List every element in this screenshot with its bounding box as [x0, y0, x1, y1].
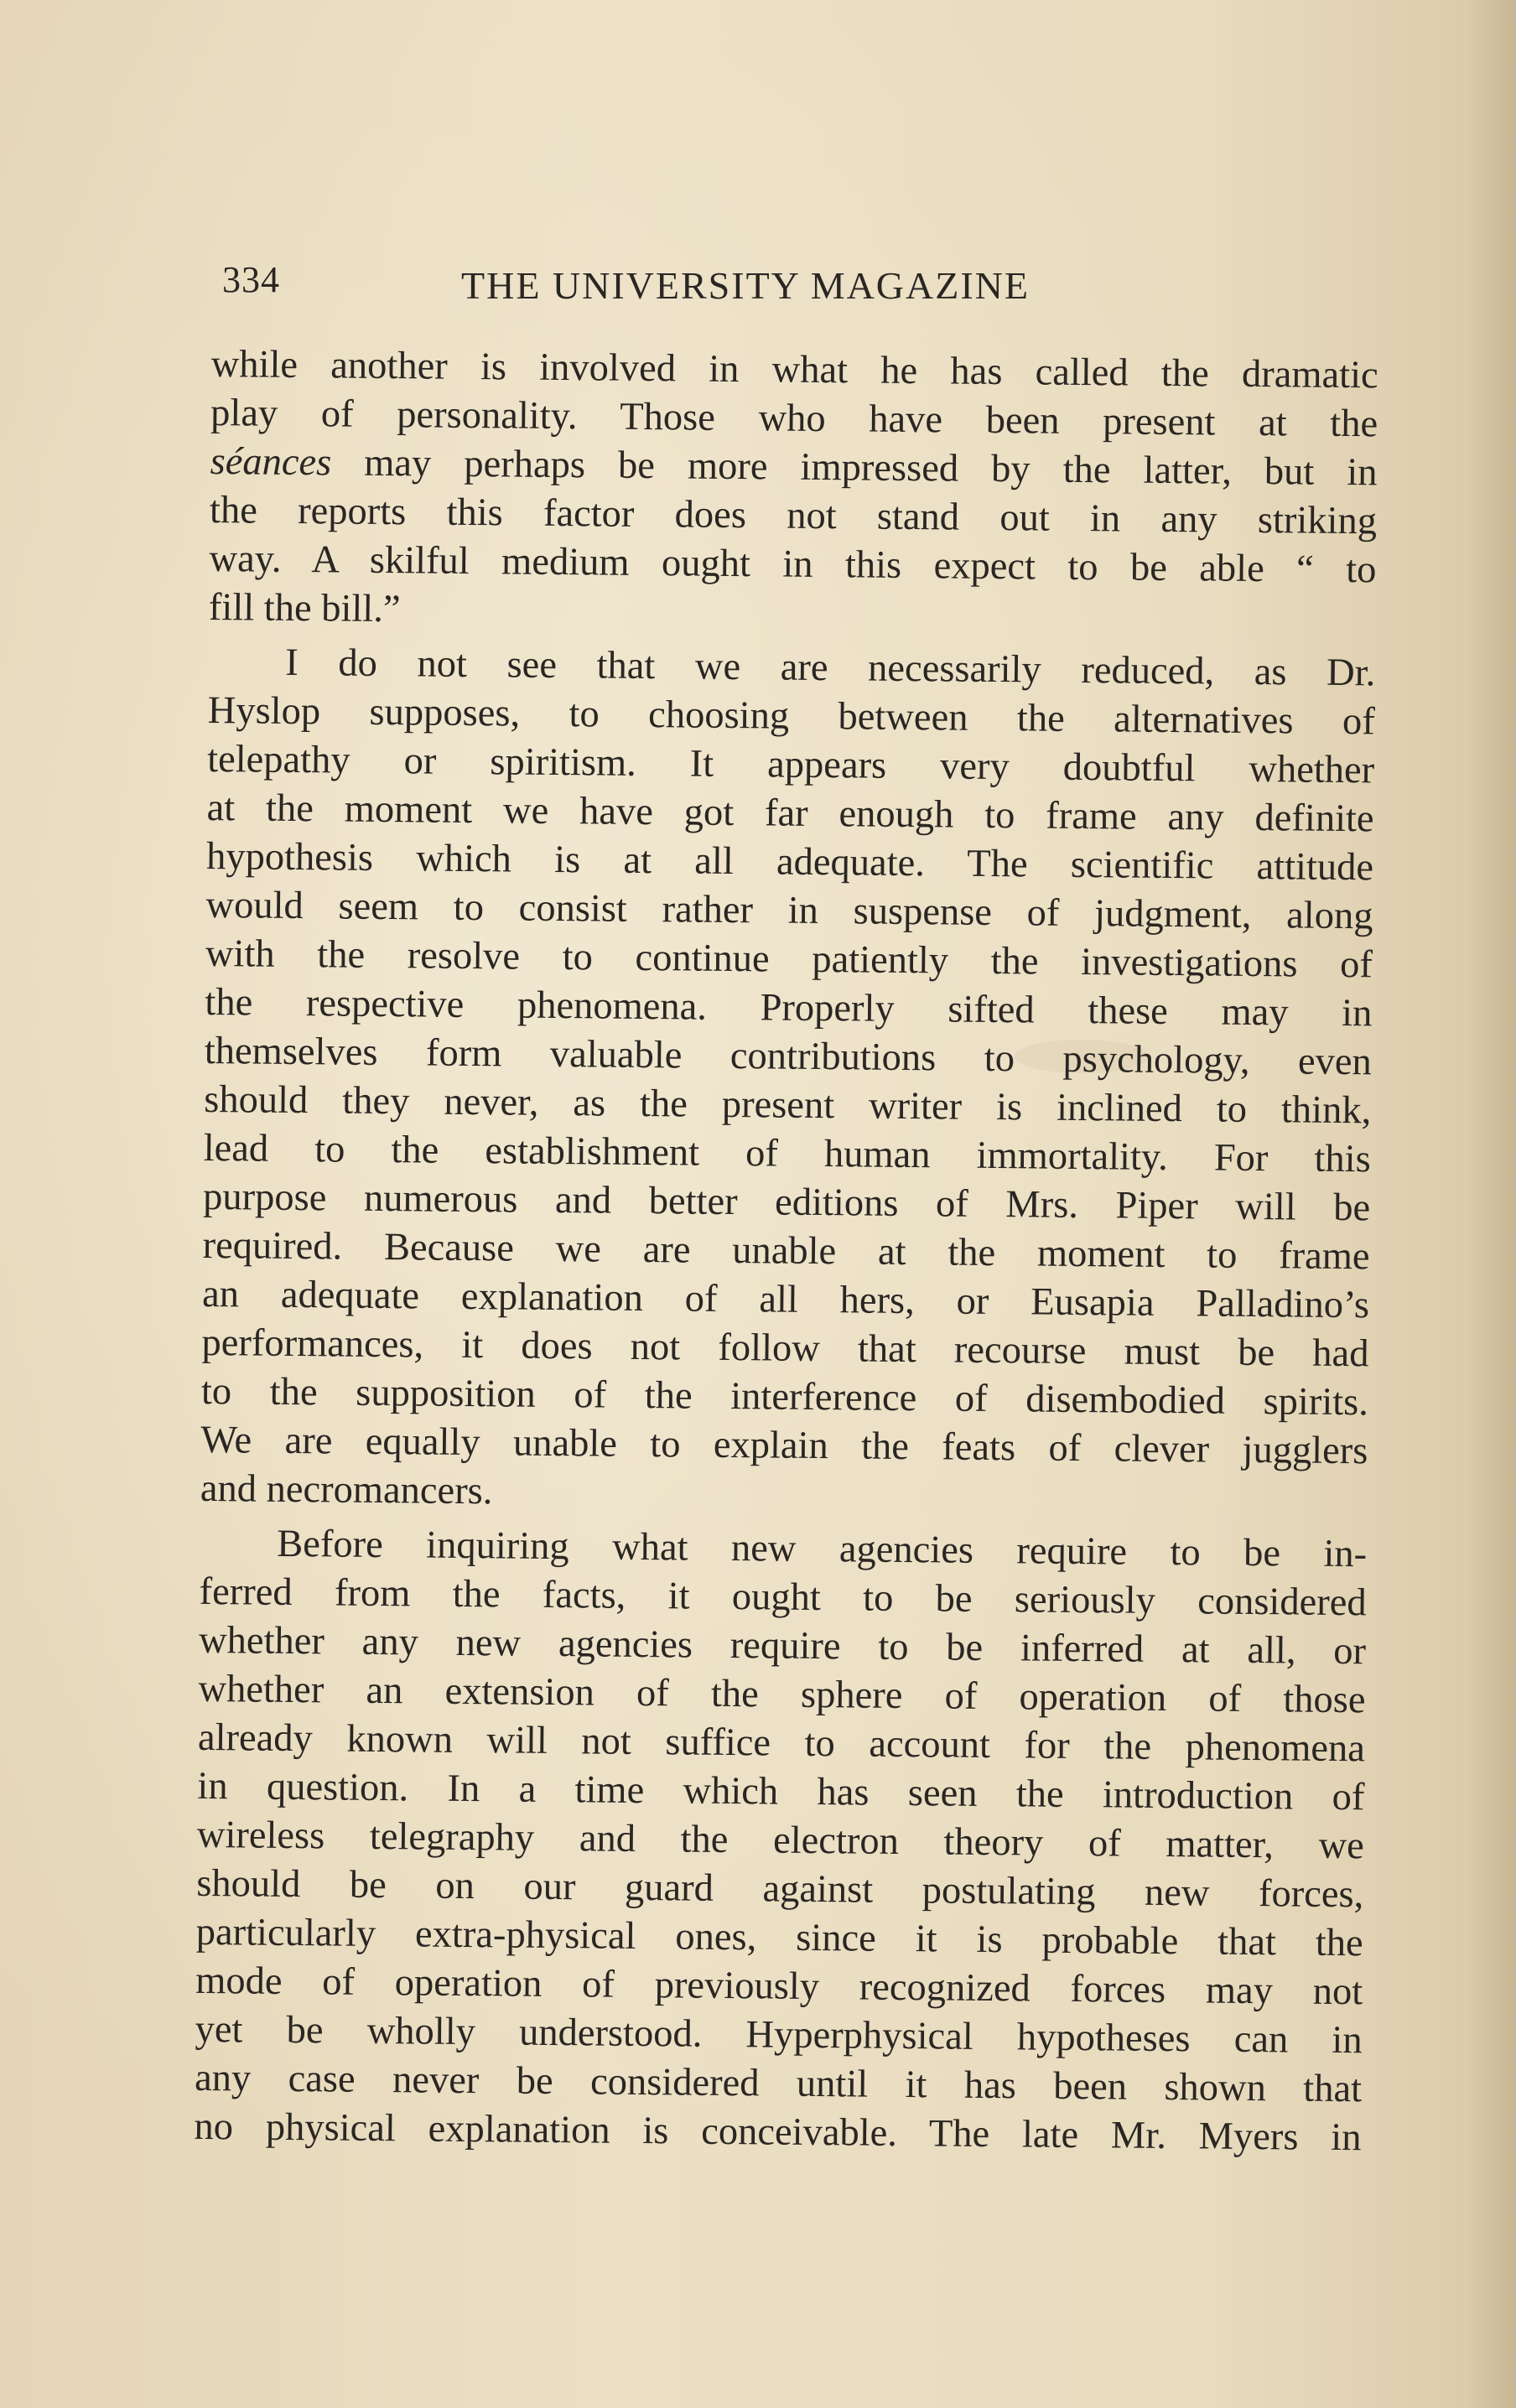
text-line: purpose numerous and better editions of Mrs. Piper will be	[202, 1175, 1371, 1230]
text-line: I do not see that we are necessarily reduced, as Dr.	[285, 641, 1376, 695]
text-line: Hyslop supposes, to choosing between the alternatives of	[207, 688, 1375, 744]
text-line: required. Because we are unable at the moment to frame	[202, 1223, 1370, 1279]
text-line: at the moment we have got far enough to frame any definite	[206, 786, 1374, 841]
text-line: the respective phenomena. Properly sifted these may in	[205, 980, 1373, 1035]
text-line: wireless telegraphy and the electron theory of matter, we	[196, 1813, 1365, 1868]
text-line: should they never, as the present writer is inclined to think,	[204, 1077, 1372, 1133]
body-text	[194, 340, 1377, 2162]
text-line: yet be wholly understood. Hyperphysical hypotheses can in	[195, 2007, 1363, 2063]
text-line: performances, it does not follow that recourse must be had	[201, 1321, 1369, 1376]
text-line: lead to the establishment of human immortality. For this	[203, 1126, 1371, 1181]
text-line: themselves form valuable contributions to psychology, even	[204, 1029, 1373, 1084]
text-line: whether an extension of the sphere of operation of those	[198, 1667, 1366, 1722]
text-line: and necromancers.	[200, 1466, 493, 1513]
text-line: an adequate explanation of all hers, or Eusapia Palladino’s	[201, 1272, 1370, 1327]
text-line: way. A skilful medium ought in this expect to be able “ to	[209, 537, 1377, 592]
page-number: 334	[222, 259, 280, 300]
text-line: hypothesis which is at all adequate. The scientific attitude	[205, 834, 1374, 890]
text-line: telepathy or spiritism. It appears very doubtful whether	[206, 737, 1375, 792]
text-line: in question. In a time which has seen the introduction of	[197, 1764, 1365, 1819]
text-line: while another is involved in what he has called the dramatic	[210, 342, 1378, 397]
text-line: séances may perhaps be more impressed by the latter, but in	[210, 439, 1378, 495]
page-header	[222, 258, 1119, 317]
running-head: THE UNIVERSITY MAGAZINE	[461, 264, 1030, 307]
text-line: ferred from the facts, it ought to be seriously considered	[199, 1570, 1367, 1625]
text-line: whether any new agencies require to be inferred at all, or	[198, 1618, 1367, 1674]
text-line: no physical explanation is conceivable. The late Mr. Myers in	[194, 2104, 1362, 2160]
text-line: fill the bill.”	[208, 585, 401, 631]
text-line: particularly extra-physical ones, since it is probable that the	[195, 1910, 1363, 1965]
text-line: already known will not suffice to account for the phenomena	[197, 1715, 1366, 1771]
page-edge-shadow	[1466, 0, 1516, 2408]
text-line: any case never be considered until it has been shown that	[194, 2056, 1363, 2111]
text-line: Before inquiring what new agencies require to be in-	[276, 1522, 1368, 1576]
text-line: to the supposition of the interference of disembodied spirits.	[200, 1369, 1369, 1425]
text-line: with the resolve to continue patiently the investigations of	[205, 932, 1373, 987]
text-line: play of personality. Those who have been present at the	[210, 391, 1378, 446]
text-line: mode of operation of previously recognized forces may not	[195, 1959, 1363, 2014]
text-line: We are equally unable to explain the feats of clever jugglers	[200, 1418, 1368, 1473]
text-line: the reports this factor does not stand out in any striking	[209, 488, 1378, 543]
text-line: should be on our guard against postulating new forces,	[196, 1861, 1364, 1917]
text-line: would seem to consist rather in suspense of judgment, along	[205, 883, 1373, 938]
